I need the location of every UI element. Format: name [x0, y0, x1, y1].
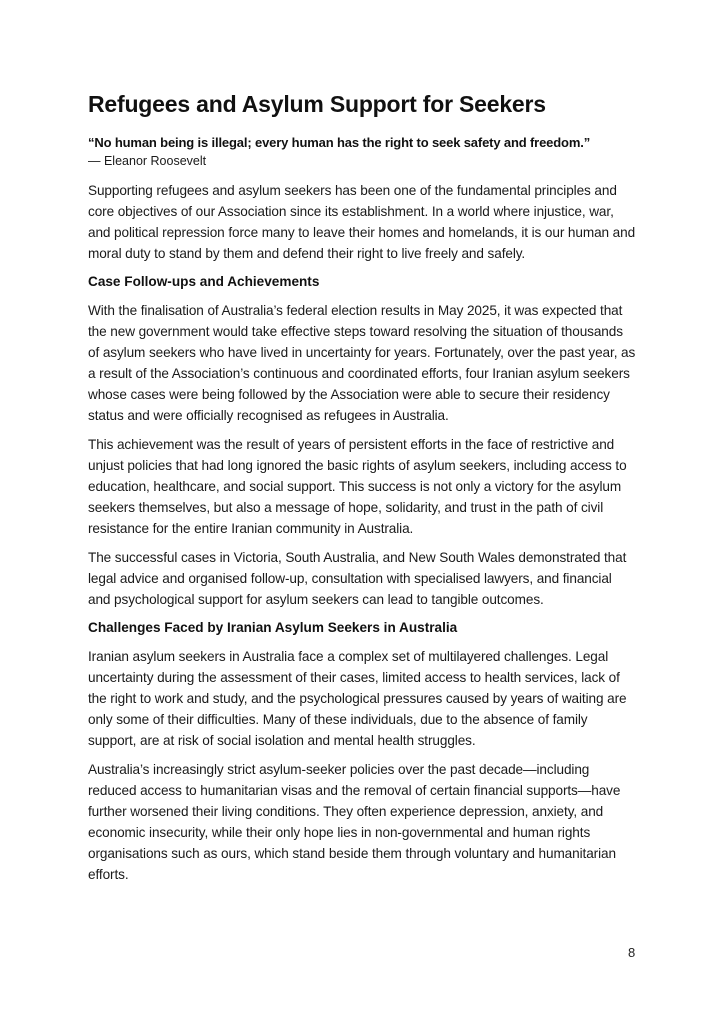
quote-attribution: — Eleanor Roosevelt [88, 154, 207, 168]
page-number: 8 [628, 945, 636, 960]
section-heading-challenges: Challenges Faced by Iranian Asylum Seekers in Australia [88, 620, 458, 635]
page-title: Refugees and Asylum Support for Seekers [88, 91, 546, 117]
intro-paragraph: Supporting refugees and asylum seekers has been one of the fundamental principles and core objectives of our Association since its establishment. In a world where injustice, war, and political repression force many to leave their homes and homelands, it is our human and moral duty to stand by them and defend their right to live freely and safely. [88, 183, 636, 261]
paragraph: With the finalisation of Australia’s federal election results in May 2025, it was expected that the new government would take effective steps toward resolving the situation of thousands of asylum seekers who have lived in uncertainty for years. Fortunately, over the past year, as a result of the Association’s continuous and coordinated efforts, four Iranian asylum seekers whose cases were being followed by the Association were able to secure their residency status and were officially recognised as refugees in Australia. [88, 303, 636, 423]
document-page [88, 88, 636, 893]
paragraph: Iranian asylum seekers in Australia face a complex set of multilayered challenges. Legal uncertainty during the assessment of their cases, limited access to health services, lack of the right to work and study, and the psychological pressures caused by years of waiting are only some of their difficulties. Many of these individuals, due to the absence of family support, are at risk of social isolation and mental health struggles. [88, 649, 627, 748]
epigraph-quote: “No human being is illegal; every human has the right to seek safety and freedom.” [88, 135, 591, 150]
section-heading-case-followups: Case Follow-ups and Achievements [88, 274, 320, 289]
paragraph: The successful cases in Victoria, South Australia, and New South Wales demonstrated that legal advice and organised follow-up, consultation with specialised lawyers, and financial and psychological support for asylum seekers can lead to tangible outcomes. [88, 550, 627, 607]
paragraph: This achievement was the result of years of persistent efforts in the face of restrictive and unjust policies that had long ignored the basic rights of asylum seekers, including access to education, healthcare, and social support. This success is not only a victory for the asylum seekers themselves, but also a message of hope, solidarity, and trust in the path of civil resistance for the entire Iranian community in Australia. [88, 437, 627, 536]
paragraph: Australia’s increasingly strict asylum-seeker policies over the past decade—including reduced access to humanitarian visas and the removal of certain financial supports—have further worsened their living conditions. They often experience depression, anxiety, and economic insecurity, while their only hope lies in non-governmental and human rights organisations such as ours, which stand beside them through voluntary and humanitarian efforts. [88, 762, 621, 882]
